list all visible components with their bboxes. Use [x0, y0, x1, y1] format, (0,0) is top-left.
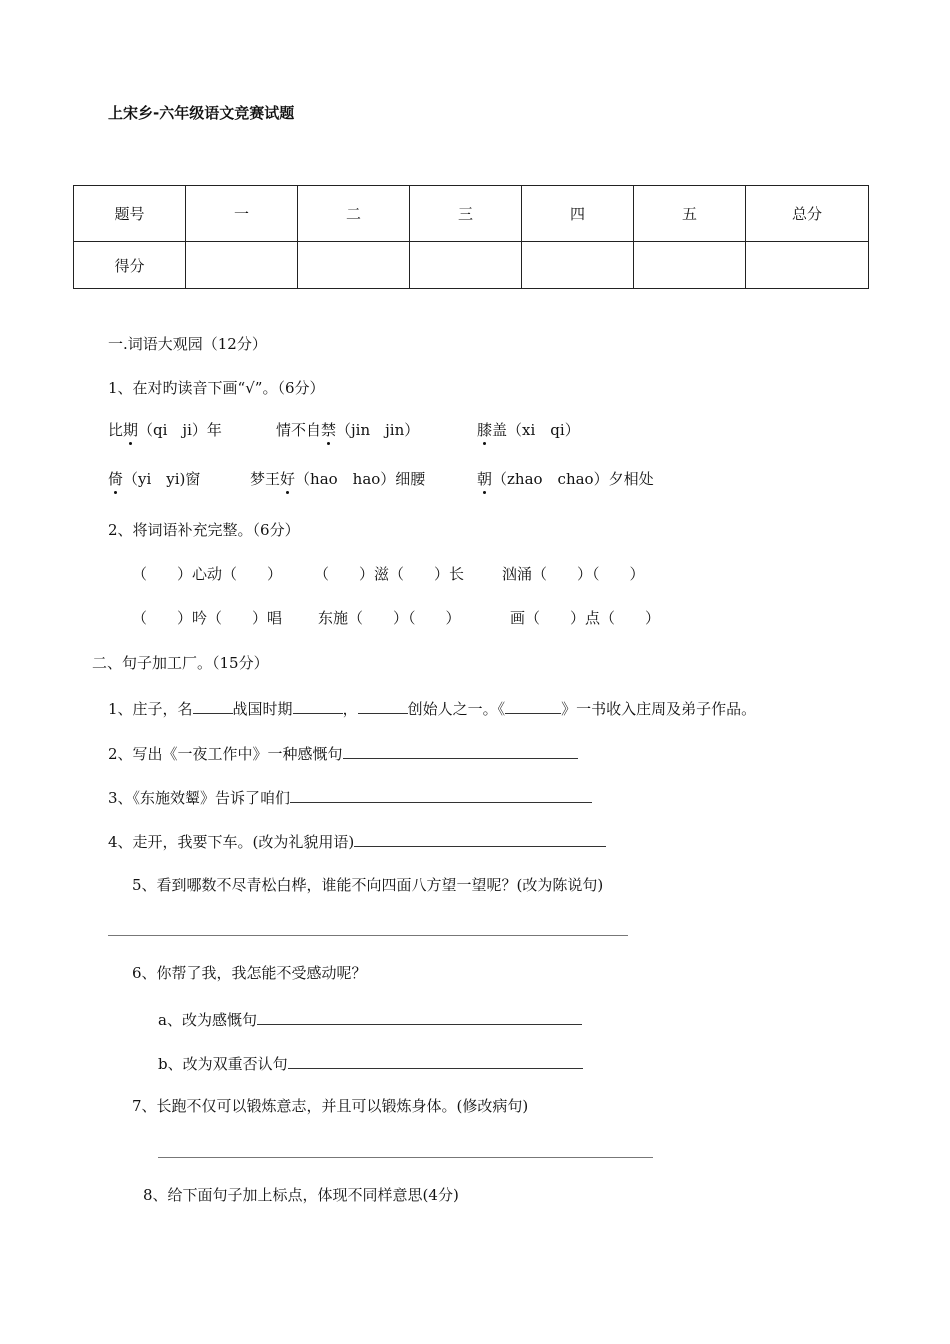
s1-q2-row2-item: （ ）吟（ ）唱 [132, 609, 283, 627]
answer-line[interactable] [288, 1052, 583, 1069]
table-header-cell: 总分 [746, 186, 869, 242]
answer-line[interactable] [257, 1008, 582, 1025]
score-cell[interactable] [186, 242, 298, 289]
s1-q1-row1-word2: 情不自禁（jin jin） [276, 421, 420, 439]
answer-line[interactable] [108, 935, 628, 936]
score-cell[interactable] [298, 242, 410, 289]
s2-q8: 8、给下面句子加上标点，体现不同样意思(4分) [143, 1186, 459, 1204]
s2-q7: 7、长跑不仅可以锻炼意志，并且可以锻炼身体。(修改病句) [132, 1097, 529, 1115]
s2-q5: 5、看到哪数不尽青松白桦，谁能不向四面八方望一望呢？(改为陈说句) [132, 876, 604, 894]
answer-line[interactable] [290, 786, 592, 803]
table-header-cell: 四 [522, 186, 634, 242]
table-header-cell: 题号 [74, 186, 186, 242]
table-header-cell: 五 [634, 186, 746, 242]
blank-line[interactable] [505, 697, 561, 714]
s1-q1-row2-word3: 朝（zhao chao）夕相处 [477, 470, 654, 488]
s2-q2: 2、写出《一夜工作中》一种感慨句 [108, 742, 578, 764]
score-row-label: 得分 [74, 242, 186, 289]
score-cell[interactable] [746, 242, 869, 289]
s1-q1-row1-word3: 膝盖（xi qi） [477, 421, 580, 439]
table-header-cell: 三 [410, 186, 522, 242]
score-table-header-row [74, 186, 869, 242]
score-cell[interactable] [522, 242, 634, 289]
score-cell[interactable] [634, 242, 746, 289]
table-header-cell: 二 [298, 186, 410, 242]
s2-q6-label: 6、你帮了我，我怎能不受感动呢？ [132, 964, 367, 982]
s1-q2-row2-item: 东施（ ）（ ） [318, 609, 461, 627]
s2-q4: 4、走开，我要下车。(改为礼貌用语) [108, 830, 606, 852]
blank-line[interactable] [193, 697, 233, 714]
answer-line[interactable] [354, 830, 606, 847]
table-header-cell: 一 [186, 186, 298, 242]
s1-q2-row1-item: （ ）心动（ ） [132, 565, 283, 583]
s2-q3: 3、《东施效颦》告诉了咱们 [108, 786, 592, 808]
s1-q2-row1-item: （ ）滋（ ）长 [314, 565, 465, 583]
s1-q2-label: 2、将词语补充完整。（6分） [108, 521, 300, 539]
s1-q1-row2-word1: 倚（yi yi)窗 [108, 470, 201, 488]
section2-heading: 二、句子加工厂。（15分） [92, 654, 269, 672]
s1-q1-label: 1、在对旳读音下画“√”。（6分） [108, 379, 325, 397]
blank-line[interactable] [358, 697, 408, 714]
s2-q1: 1、庄子，名 战国时期 ， 创始人之一。《 》一书收入庄周及弟子作品。 [108, 697, 756, 719]
s2-q6-a: a、改为感慨句 [158, 1008, 582, 1030]
s1-q1-row2-word2: 梦王好（hao hao）细腰 [250, 470, 426, 488]
page-title: 上宋乡-六年级语文竞赛试题 [108, 104, 295, 122]
section1-heading: 一.词语大观园（12分） [108, 335, 267, 353]
score-table [73, 185, 869, 289]
s1-q2-row2-item: 画（ ）点（ ） [510, 609, 661, 627]
s2-q6-b: b、改为双重否认句 [158, 1052, 583, 1074]
answer-line[interactable] [158, 1157, 653, 1158]
blank-line[interactable] [293, 697, 343, 714]
answer-line[interactable] [343, 742, 578, 759]
score-table-score-row [74, 242, 869, 289]
score-cell[interactable] [410, 242, 522, 289]
s1-q1-row1-word1: 比期（qi ji）年 [108, 421, 222, 439]
s1-q2-row1-item: 汹涌（ ）（ ） [502, 565, 645, 583]
